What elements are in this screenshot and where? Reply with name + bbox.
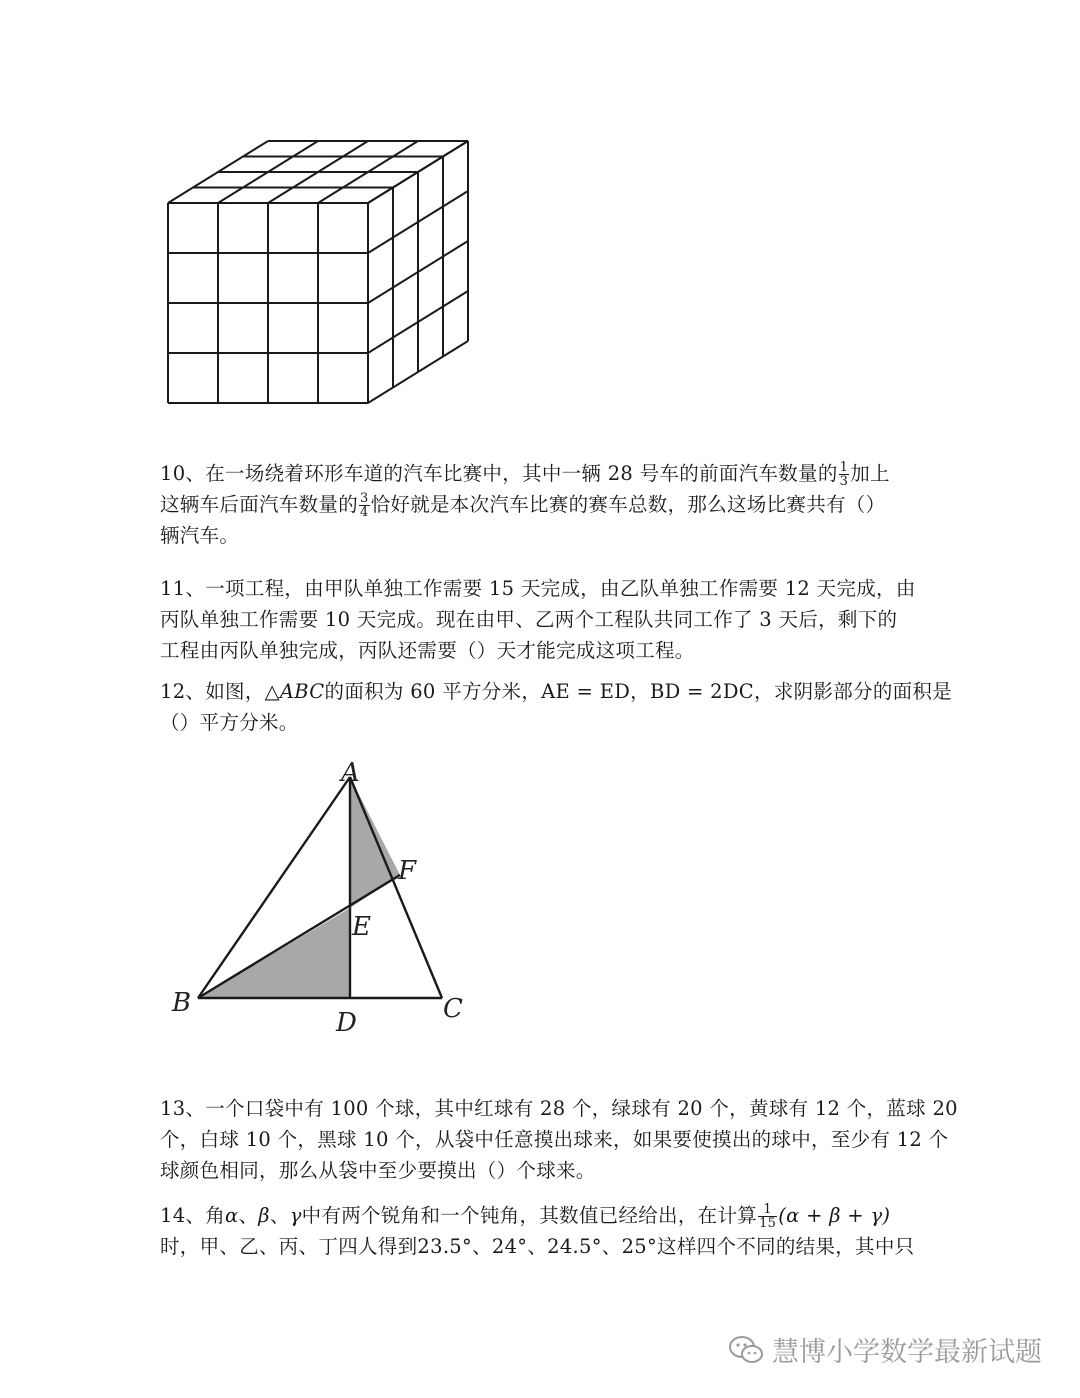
q10-fraction-2: $\frac{3}{4}$ (360, 491, 369, 520)
q13-text-2: 个，白球 10 个，黑球 10 个，从袋中任意摸出球来，如果要使摸出的球中，至少有 12 个 (160, 1128, 949, 1151)
q14-alpha: α (225, 1204, 239, 1227)
q14-gamma: γ (289, 1204, 302, 1227)
label-e: E (352, 912, 371, 942)
question-14: 14、角α、β、γ中有两个锐角和一个钝角，其数值已经给出，在计算 $\frac{1}{15}$ (α + β + γ) 时，甲、乙、丙、丁四人得到23.5°、24°、24.5°、25°这样四个不同的结果，其中只 (160, 1200, 920, 1262)
label-f: F (398, 856, 417, 886)
q10-text-2: 这辆车后面汽车数量的 (160, 493, 359, 516)
question-13 (160, 1093, 958, 1186)
q13-text-3: 球颜色相同，那么从袋中至少要摸出（）个球来。 (160, 1159, 596, 1182)
q12-text-1: 12、如图，△ (160, 680, 280, 703)
q10-text-3: 辆汽车。 (160, 524, 240, 547)
question-10 (160, 458, 920, 551)
q14-fraction: $\frac{1}{15}$ (759, 1202, 777, 1231)
q14-text-1: 14、角 (160, 1204, 226, 1227)
q11-text-3: 工程由丙队单独完成，丙队还需要（）天才能完成这项工程。 (160, 639, 695, 662)
triangle-figure (160, 755, 490, 1045)
q13-text-1: 13、一个口袋中有 100 个球，其中红球有 28 个，绿球有 20 个，黄球有 12 个，蓝球 20 (160, 1097, 958, 1120)
q14-text-1b: 中有两个锐角和一个钝角，其数值已经给出，在计算 (301, 1204, 758, 1227)
q12-text-1b: 的面积为 60 平方分米，AE = ED，BD = 2DC，求阴影部分的面积是 (324, 680, 953, 703)
q11-text-1: 11、一项工程，由甲队单独工作需要 15 天完成，由乙队单独工作需要 12 天完成，由 (160, 577, 916, 600)
q12-text-2: （）平方分米。 (160, 711, 299, 734)
q11-text-2: 丙队单独工作需要 10 天完成。现在由甲、乙两个工程队共同工作了 3 天后，剩下的 (160, 608, 898, 631)
question-11 (160, 573, 920, 666)
watermark (728, 1330, 1042, 1369)
q10-text-1b: 加上 (850, 462, 890, 485)
q14-expression: (α + β + γ) (778, 1204, 891, 1227)
label-c: C (443, 994, 463, 1024)
q10-fraction-1: $\frac{1}{3}$ (839, 460, 849, 489)
wechat-icon (728, 1335, 764, 1365)
q14-text-2: 时，甲、乙、丙、丁四人得到23.5°、24°、24.5°、25°这样四个不同的结果，其中只 (160, 1235, 915, 1258)
q10-text-1: 10、在一场绕着环形车道的汽车比赛中，其中一辆 28 号车的前面汽车数量的 (160, 462, 838, 485)
watermark-text: 慧博小学数学最新试题 (772, 1337, 1042, 1368)
question-12 (160, 676, 953, 738)
label-a: A (341, 758, 360, 788)
q14-beta: β (258, 1204, 270, 1227)
label-b: B (172, 988, 192, 1018)
cube-grid-figure (160, 130, 480, 415)
label-d: D (336, 1008, 357, 1038)
q10-text-2b: 恰好就是本次汽车比赛的赛车总数，那么这场比赛共有（） (370, 493, 886, 516)
q12-triangle-name: ABC (279, 680, 325, 703)
